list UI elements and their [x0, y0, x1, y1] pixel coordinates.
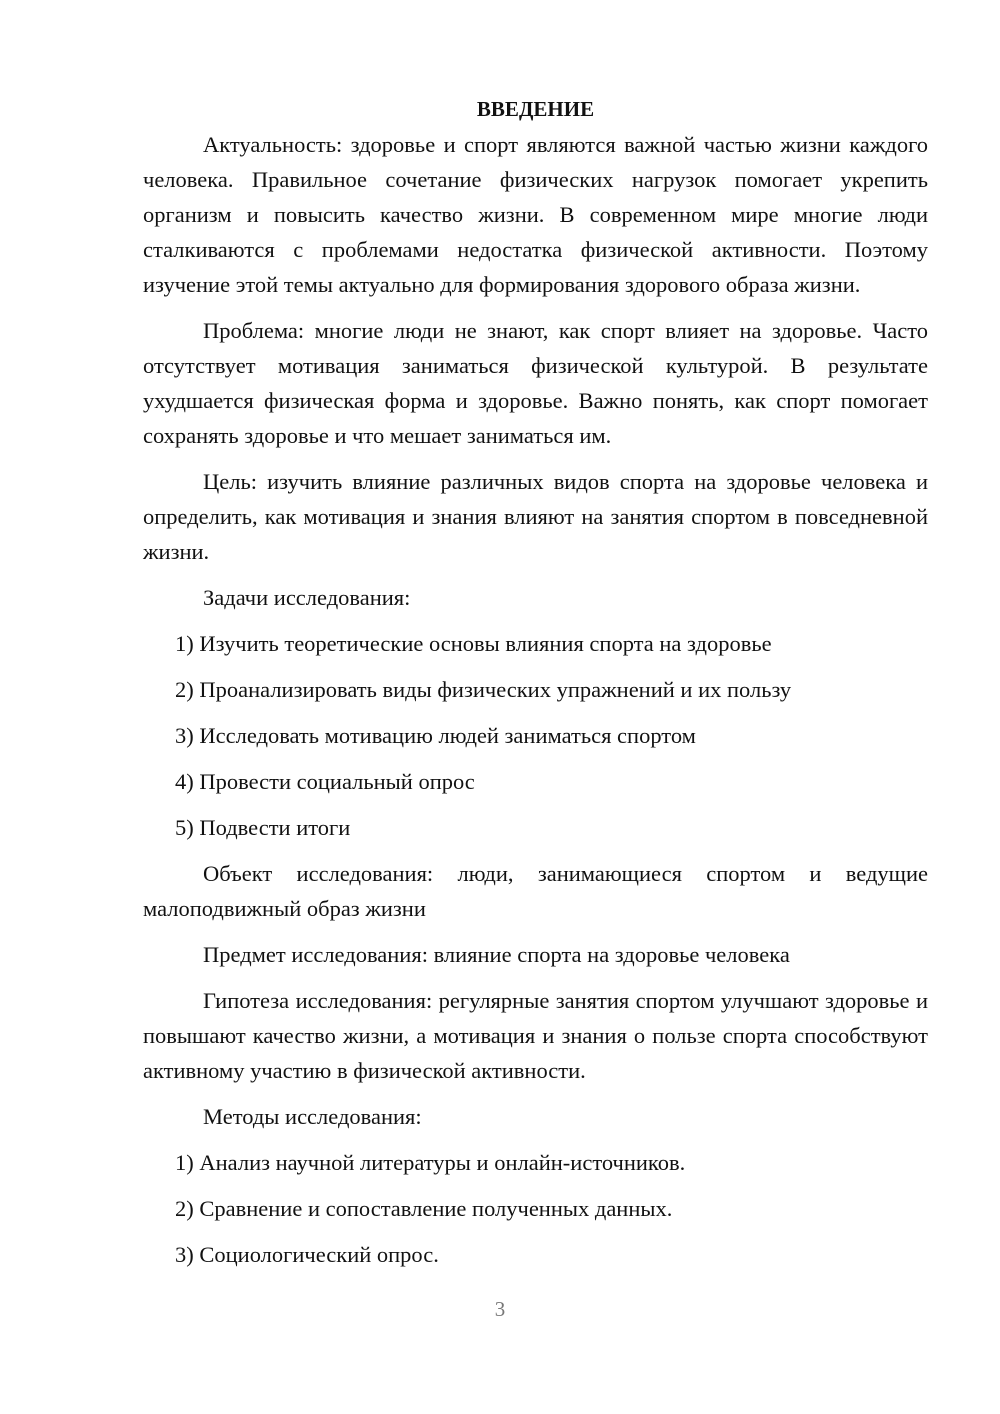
list-item: 2) Проанализировать виды физических упражнений и их пользу [175, 677, 792, 702]
tasks-list [143, 626, 928, 845]
list-item: 3) Социологический опрос. [175, 1242, 439, 1267]
subject-paragraph: Предмет исследования: влияние спорта на здоровье человека [203, 942, 790, 967]
list-item: 5) Подвести итоги [175, 815, 351, 840]
methods-list [143, 1145, 928, 1272]
list-item: 2) Сравнение и сопоставление полученных данных. [175, 1196, 673, 1221]
list-item: 3) Исследовать мотивацию людей заниматься спортом [175, 723, 696, 748]
object-paragraph: Объект исследования: люди, занимающиеся спортом и ведущие малоподвижный образ жизни [143, 861, 928, 921]
hypothesis-paragraph: Гипотеза исследования: регулярные занятия спортом улучшают здоровье и повышают качество жизни, а мотивация и знания о пользе спорта способствуют активному участию в физической активности. [143, 988, 928, 1083]
list-item: 4) Провести социальный опрос [175, 769, 475, 794]
page-title: ВВЕДЕНИЕ [476, 97, 595, 121]
list-item: 1) Изучить теоретические основы влияния спорта на здоровье [175, 631, 772, 656]
page-number: 3 [494, 1297, 506, 1321]
problem-paragraph: Проблема: многие люди не знают, как спорт влияет на здоровье. Часто отсутствует мотивация заниматься физической культурой. В результате ухудшается физическая форма и здоровье. Важно понять, как спорт помогает сохранять здоровье и что мешает заниматься им. [143, 318, 928, 448]
document-page [143, 92, 928, 1283]
relevance-paragraph: Актуальность: здоровье и спорт являются важной частью жизни каждого человека. Правильное сочетание физических нагрузок помогает укрепить организм и повысить качество жизни. В современном мире многие люди сталкиваются с проблемами недостатка физической активности. Поэтому изучение этой темы актуально для формирования здорового образа жизни. [143, 132, 928, 297]
tasks-heading: Задачи исследования: [203, 585, 411, 610]
goal-paragraph: Цель: изучить влияние различных видов спорта на здоровье человека и определить, как мотивация и знания влияют на занятия спортом в повседневной жизни. [143, 469, 928, 564]
list-item: 1) Анализ научной литературы и онлайн-источников. [175, 1150, 686, 1175]
methods-heading: Методы исследования: [203, 1104, 422, 1129]
